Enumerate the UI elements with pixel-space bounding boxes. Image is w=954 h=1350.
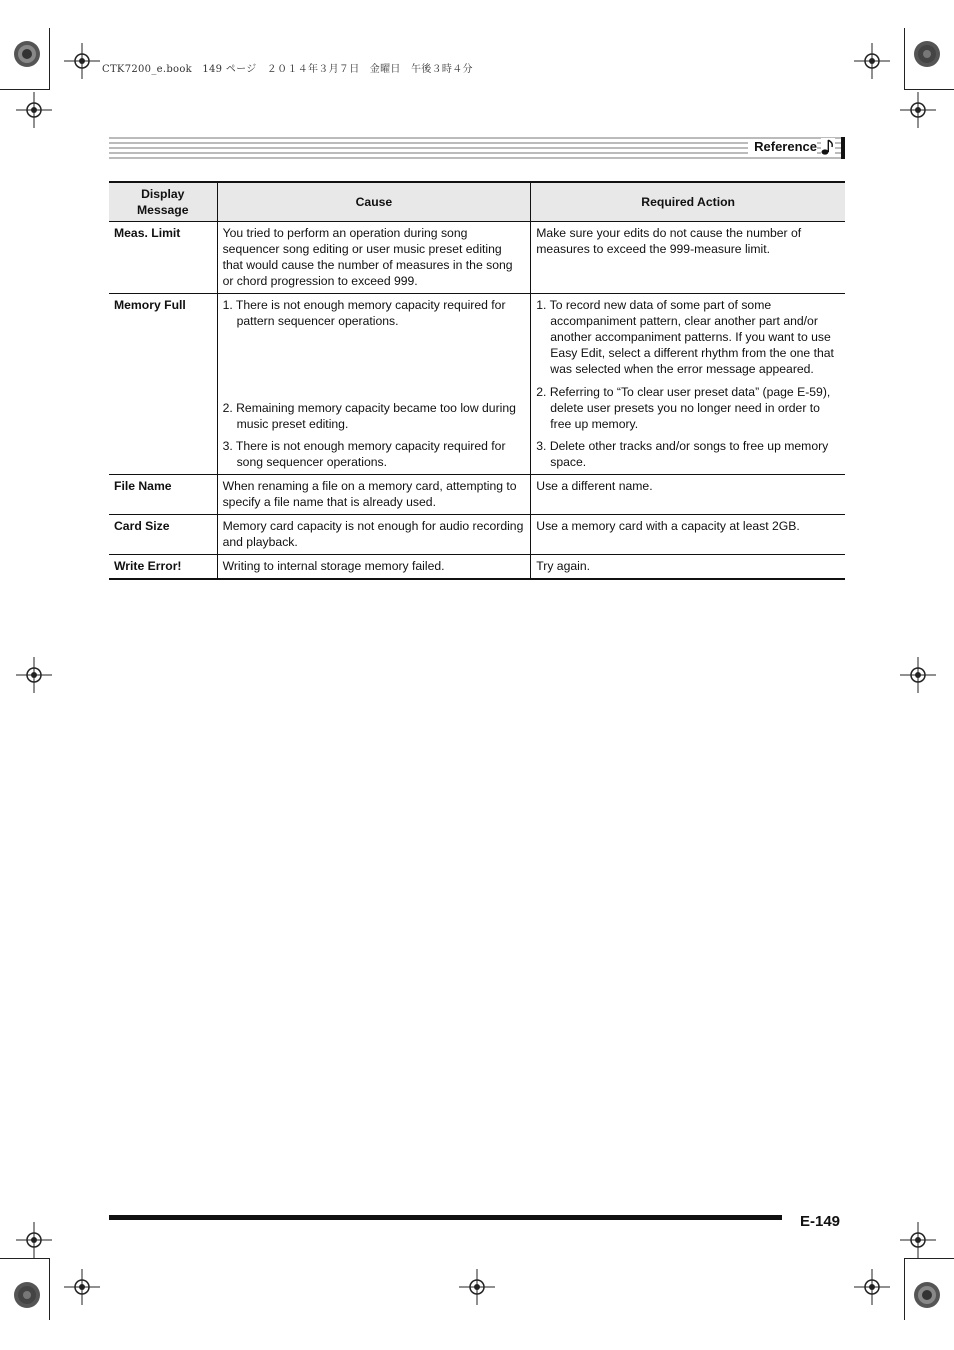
table-header-row bbox=[109, 182, 845, 222]
crop-line bbox=[0, 89, 50, 90]
header-cause: Cause bbox=[217, 182, 531, 222]
page-number: E-149 bbox=[800, 1213, 841, 1230]
display-message-cell: Write Error! bbox=[109, 555, 217, 580]
crosshair-mark-top-left-2 bbox=[16, 92, 52, 128]
list-item: 1. To record new data of some part of some accompaniment pattern, clear another part and/or another accompaniment patterns. If you want to use Easy Edit, select a different rhythm from the one that was selected when the error message appeared. bbox=[536, 298, 834, 376]
list-item: 3. There is not enough memory capacity required for song sequencer operations. bbox=[222, 439, 506, 469]
staff-lines bbox=[109, 137, 845, 159]
section-end-bar bbox=[841, 137, 845, 159]
table-row bbox=[109, 515, 845, 555]
action-cell: Use a memory card with a capacity at least 2GB. bbox=[531, 515, 845, 555]
action-list bbox=[536, 297, 840, 470]
crosshair-mark-top-right-1 bbox=[854, 43, 890, 79]
crosshair-mark-bottom-right-1 bbox=[854, 1269, 890, 1305]
cause-cell: Memory card capacity is not enough for audio recording and playback. bbox=[217, 515, 531, 555]
list-item: 2. Referring to “To clear user preset data” (page E-59), delete user presets you no longer need in order to free up memory. bbox=[536, 385, 831, 431]
display-message-cell: Card Size bbox=[109, 515, 217, 555]
error-message-table bbox=[109, 181, 845, 580]
crosshair-mark-bottom-center bbox=[459, 1269, 495, 1305]
registration-wheel-bottom-left bbox=[13, 1281, 41, 1309]
cause-cell: You tried to perform an operation during song sequencer song editing or user music preset editing that would cause the number of measures in the song or chord progression to exceed 999. bbox=[217, 222, 531, 294]
header-required-action: Required Action bbox=[531, 182, 845, 222]
action-cell: Make sure your edits do not cause the number of measures to exceed the 999-measure limit. bbox=[531, 222, 845, 294]
eighth-note-icon bbox=[821, 138, 835, 156]
print-header: CTK7200_e.book 149 ページ ２０１４年３月７日 金曜日 午後３時４分 bbox=[102, 64, 473, 75]
cause-cell bbox=[217, 294, 531, 475]
crop-line bbox=[49, 28, 50, 90]
table-row bbox=[109, 222, 845, 294]
action-cell: Try again. bbox=[531, 555, 845, 580]
list-item: 1. There is not enough memory capacity required for pattern sequencer operations. bbox=[222, 298, 506, 328]
crosshair-mark-bottom-left-1 bbox=[16, 1222, 52, 1258]
registration-wheel-top-right bbox=[913, 40, 941, 68]
list-item: 2. Remaining memory capacity became too low during music preset editing. bbox=[222, 401, 516, 431]
registration-wheel-bottom-right bbox=[913, 1281, 941, 1309]
crosshair-mark-bottom-right-2 bbox=[900, 1222, 936, 1258]
registration-wheel-top-left bbox=[13, 40, 41, 68]
crosshair-mark-mid-right bbox=[900, 657, 936, 693]
cause-cell: Writing to internal storage memory failed. bbox=[217, 555, 531, 580]
cause-cell: When renaming a file on a memory card, attempting to specify a file name that is already used. bbox=[217, 475, 531, 515]
crop-line bbox=[904, 89, 954, 90]
crop-line bbox=[49, 1258, 50, 1320]
table-row bbox=[109, 555, 845, 580]
crosshair-mark-bottom-left-2 bbox=[64, 1269, 100, 1305]
crop-line bbox=[0, 1258, 50, 1259]
footer-rule bbox=[109, 1215, 782, 1220]
table-row bbox=[109, 294, 845, 475]
display-message-cell: Meas. Limit bbox=[109, 222, 217, 294]
action-cell: Use a different name. bbox=[531, 475, 845, 515]
crosshair-mark-top-left-1 bbox=[64, 43, 100, 79]
section-header bbox=[109, 137, 845, 159]
crop-line bbox=[904, 1258, 905, 1320]
table-row bbox=[109, 475, 845, 515]
cause-list bbox=[223, 297, 526, 470]
crosshair-mark-mid-left bbox=[16, 657, 52, 693]
section-title: Reference bbox=[748, 139, 817, 154]
display-message-cell: Memory Full bbox=[109, 294, 217, 475]
action-cell bbox=[531, 294, 845, 475]
display-message-cell: File Name bbox=[109, 475, 217, 515]
crosshair-mark-top-right-2 bbox=[900, 92, 936, 128]
crop-line bbox=[904, 28, 905, 90]
crop-line bbox=[904, 1258, 954, 1259]
header-display-message: Display Message bbox=[109, 182, 217, 222]
list-item: 3. Delete other tracks and/or songs to free up memory space. bbox=[536, 439, 829, 469]
